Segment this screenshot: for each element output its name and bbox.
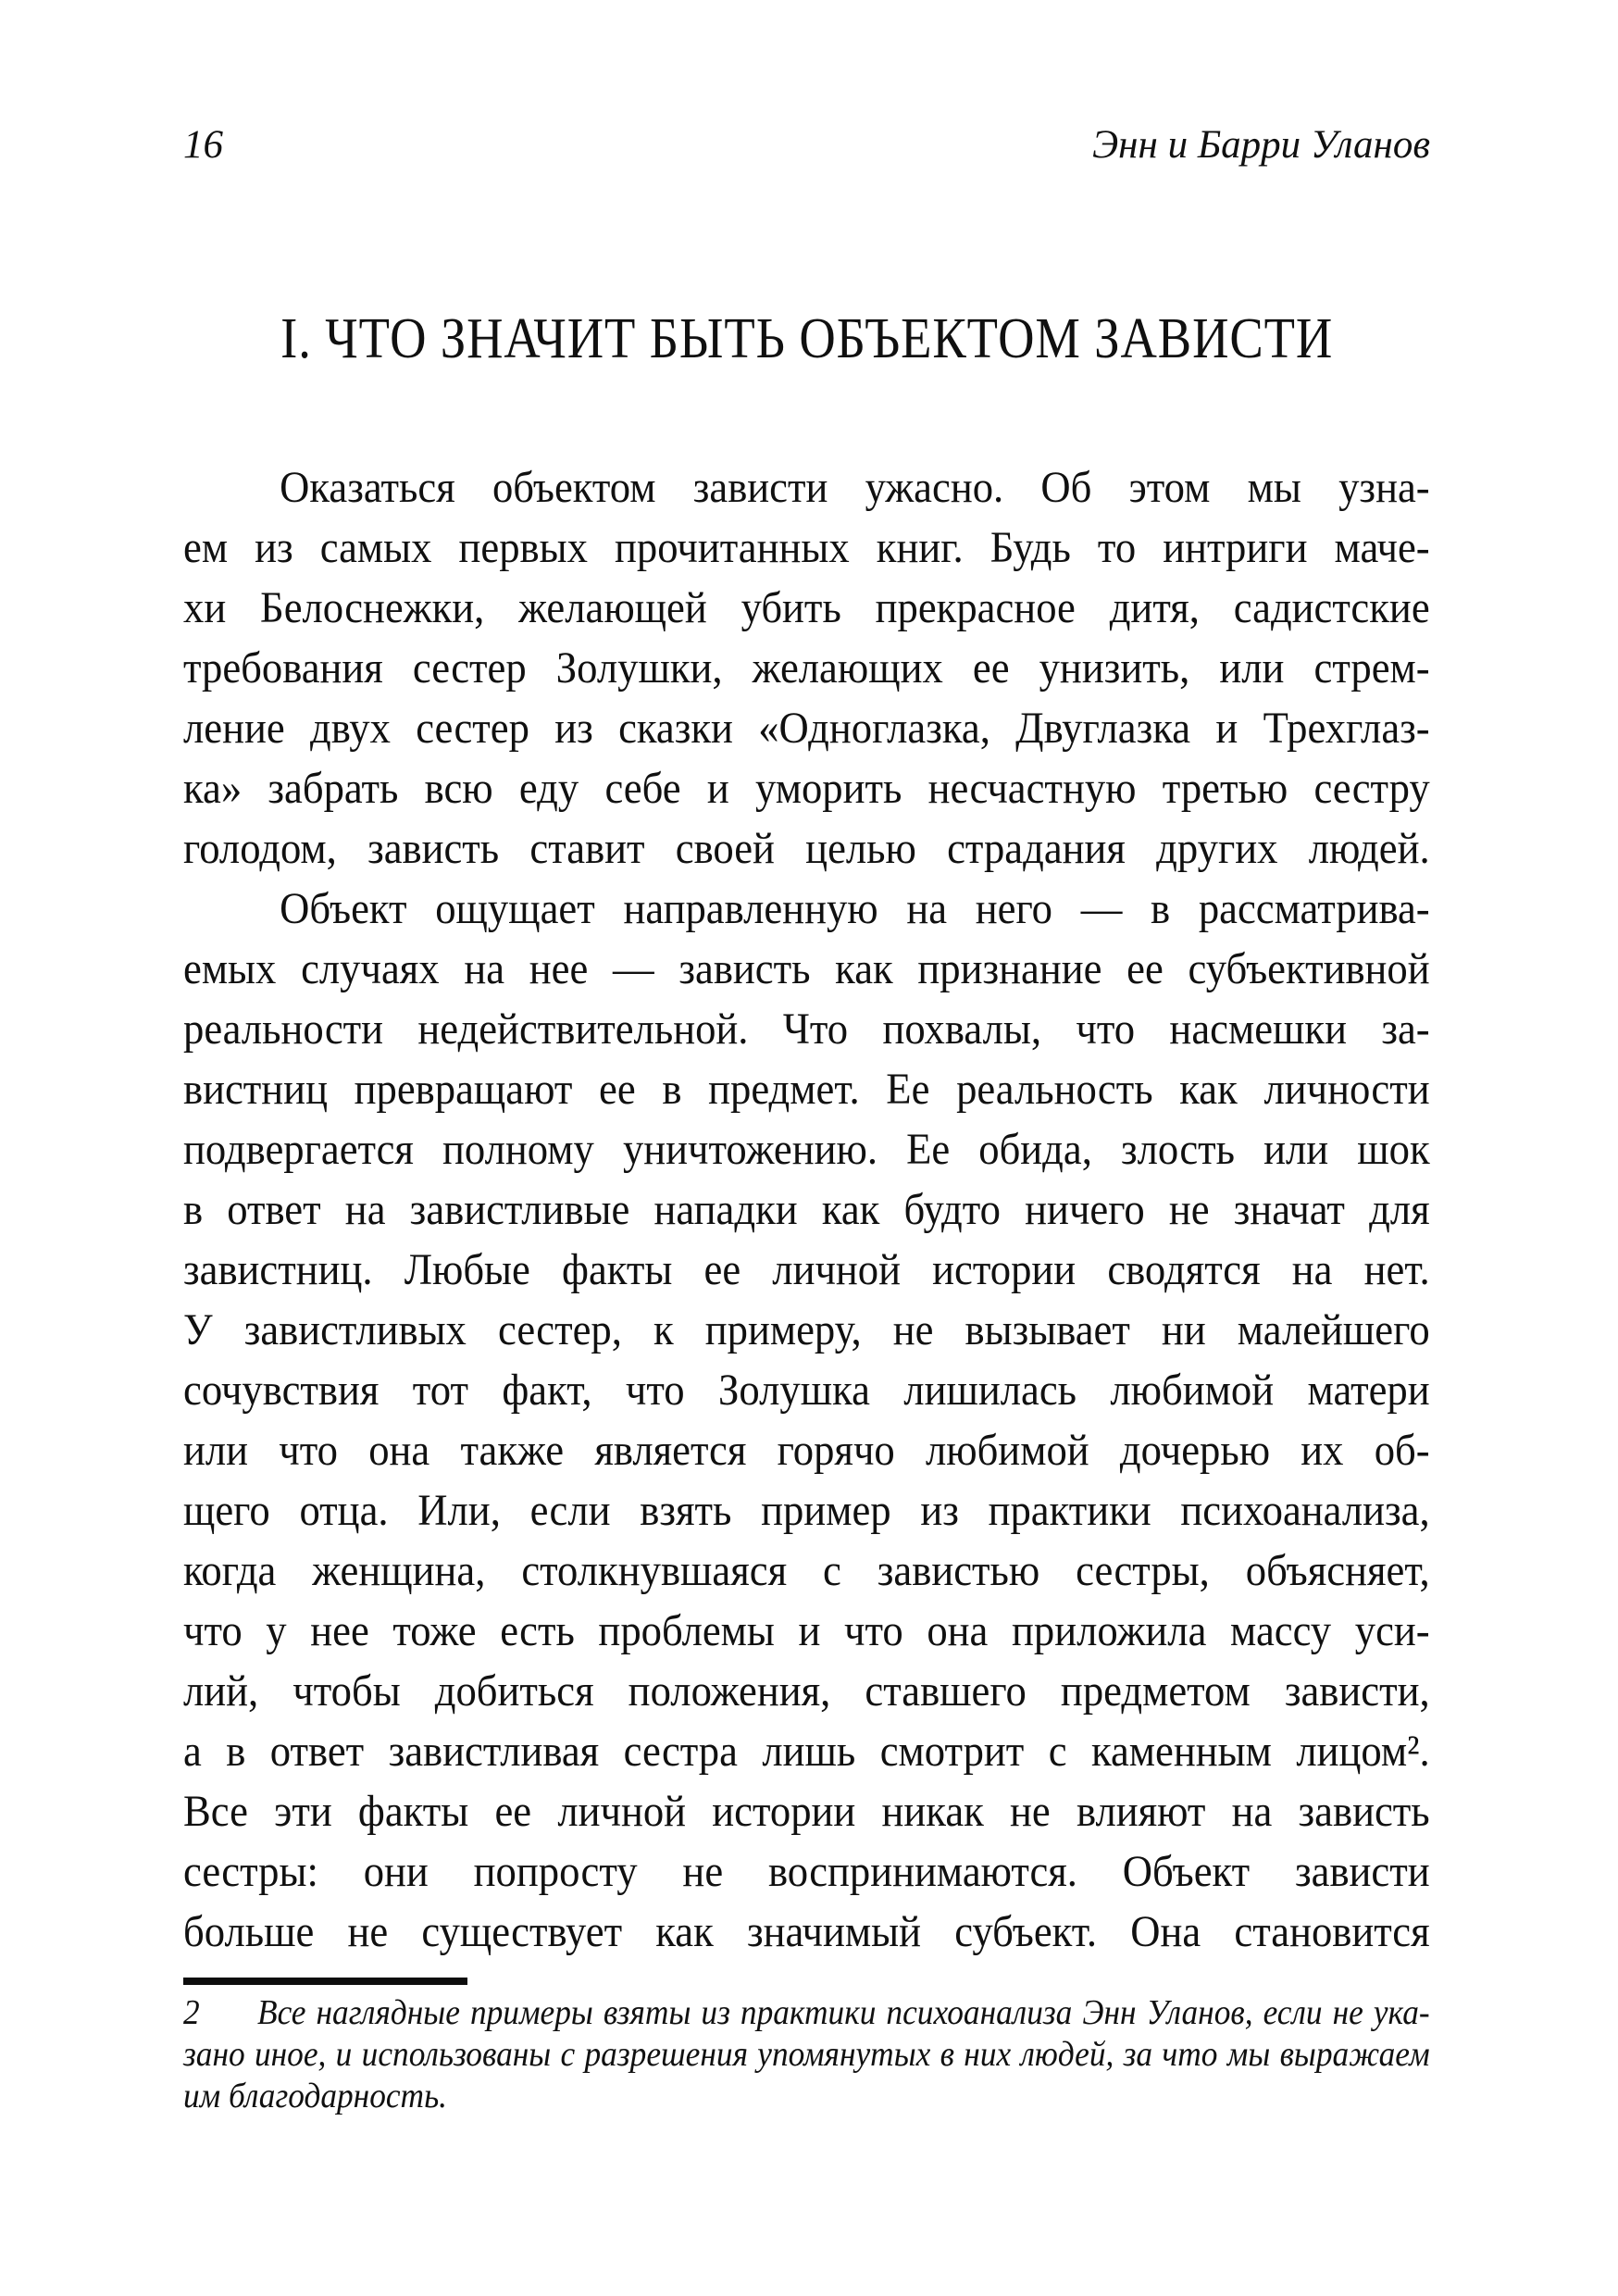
text-line: требования сестер Золушки, желающих ее унизить, или стрем- — [183, 643, 1430, 693]
page-number: 16 — [183, 123, 223, 167]
text-line: больше не существует как значимый субъект. Она становится — [183, 1907, 1430, 1956]
text-line: Все эти факты ее личной истории никак не влияют на зависть — [183, 1787, 1430, 1836]
footnote-line: им благодарность. — [183, 2077, 448, 2115]
text-line: когда женщина, столкнувшаяся с завистью сестры, объясняет, — [183, 1546, 1430, 1595]
text-line: щего отца. Или, если взять пример из практики психоанализа, — [183, 1486, 1430, 1535]
body-text — [183, 457, 1430, 1962]
text-line: У завистливых сестер, к примеру, не вызывает ни малейшего — [183, 1305, 1430, 1354]
footnote — [183, 1992, 1430, 2117]
text-line: в ответ на завистливые нападки как будто ничего не значат для — [183, 1185, 1430, 1234]
footnote-separator-rule — [183, 1978, 467, 1985]
text-line: завистниц. Любые факты ее личной истории сводятся на нет. — [183, 1245, 1430, 1294]
running-title: Энн и Барри Уланов — [1092, 123, 1430, 167]
text-line: ем из самых первых прочитанных книг. Будь то интриги маче- — [183, 523, 1430, 572]
text-line: ка» забрать всю еду себе и уморить несчастную третью сестру — [183, 764, 1430, 813]
text-line: подвергается полному уничтожению. Ее обида, злость или шок — [183, 1125, 1430, 1174]
text-line: сестры: они попросту не воспринимаются. Объект зависти — [183, 1847, 1430, 1896]
text-line: вистниц превращают ее в предмет. Ее реальность как личности — [183, 1065, 1430, 1114]
running-header — [183, 123, 1430, 168]
text-line: хи Белоснежки, желающей убить прекрасное дитя, садистские — [183, 583, 1430, 632]
footnote-number: 2 — [183, 1993, 200, 2032]
text-line: ление двух сестер из сказки «Одноглазка, Двуглазка и Трехглаз- — [183, 704, 1430, 753]
text-line: емых случаях на нее — зависть как признание ее субъективной — [183, 944, 1430, 993]
text-line: лий, чтобы добиться положения, ставшего предметом зависти, — [183, 1666, 1430, 1716]
chapter-title: I. ЧТО ЗНАЧИТ БЫТЬ ОБЪЕКТОМ ЗАВИСТИ — [280, 307, 1334, 370]
text-line: реальности недействительной. Что похвалы, что насмешки за- — [183, 1004, 1430, 1054]
text-line: а в ответ завистливая сестра лишь смотрит с каменным лицом². — [183, 1727, 1430, 1776]
text-line: Оказаться объектом зависти ужасно. Об этом мы узна- — [280, 463, 1430, 512]
text-line: сочувствия тот факт, что Золушка лишилась любимой матери — [183, 1366, 1430, 1415]
text-line: или что она также является горячо любимой дочерью их об- — [183, 1426, 1430, 1475]
paragraph-2 — [183, 879, 1430, 1962]
text-line: голодом, зависть ставит своей целью страдания других людей. — [183, 824, 1430, 873]
footnote-line — [183, 1992, 1430, 2034]
footnote-line-text: Все наглядные примеры взяты из практики психоанализа Энн Уланов, если не ука- — [256, 1993, 1430, 2032]
footnote-line: зано иное, и использованы с разрешения упомянутых в них людей, за что мы выражаем — [183, 2035, 1430, 2074]
paragraph-1 — [183, 457, 1430, 879]
text-line: Объект ощущает направленную на него — в рассматрива- — [280, 884, 1430, 933]
text-line: что у нее тоже есть проблемы и что она приложила массу уси- — [183, 1606, 1430, 1655]
